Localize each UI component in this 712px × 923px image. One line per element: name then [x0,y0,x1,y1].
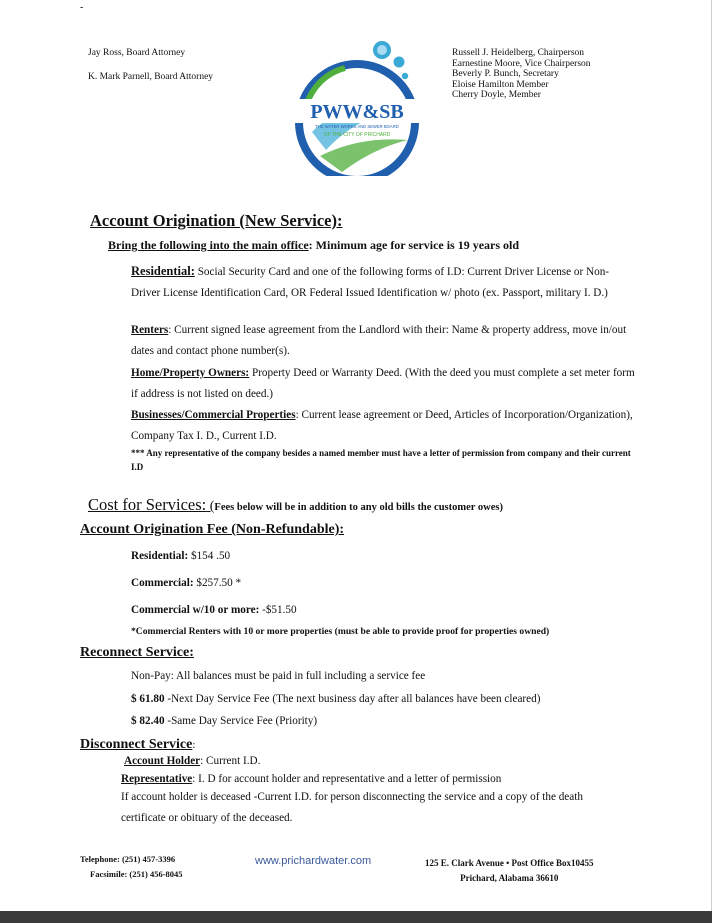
logo-line-2: OF THE CITY OF PRICHARD [323,132,391,138]
disconnect-representative [121,773,501,785]
attorney-1: Jay Ross, Board Attorney [88,48,186,58]
website-link[interactable]: www.prichardwater.com [255,855,372,867]
fee-commercial [131,577,241,589]
footer-address [425,856,593,886]
fee-residential [131,550,230,562]
bring-rest: : Minimum age for service is 19 years old [308,238,520,252]
bring-into-office [108,238,519,253]
owners-label: Home/Property Owners: [131,367,250,379]
residential-text: Social Security Card and one of the following forms of I.D: Current Driver License or Non-Driver License Identification Card, OR Federal Issued Identification w/ photo (ex. Passport, military I. D.) [131,266,610,299]
disconnect-holder [124,755,260,767]
cost-for-services [88,495,503,515]
cost-paren: ( [206,499,215,514]
holder-text: : Current I.D. [200,755,261,767]
same-day-text: -Same Day Service Fee (Priority) [164,715,318,727]
residential-requirements [131,261,636,304]
rep-text: : I. D for account holder and representative and a letter of permission [192,773,502,785]
disconnect-heading-text: Disconnect Service [80,737,193,752]
disconnect-heading [80,735,195,753]
next-day-amount: $ 61.80 [131,693,165,705]
fee-residential-value: $154 .50 [188,550,231,562]
renters-text: : Current signed lease agreement from the Landlord with their: Name & property address, move in/out dates and contact phone number(s). [131,324,627,357]
business-note: *** Any representative of the company besides a named member must have a letter of permission from company and their current I.D [131,448,631,472]
next-day-text: -Next Day Service Fee (The next business day after all balances have been cleared) [164,693,541,705]
footer-phone-fax [80,852,183,882]
fee-commercial-value: $257.50 * [193,577,242,589]
owners-text: Property Deed or Warranty Deed. (With the deed you must complete a set meter form if address is not listed on deed.) [131,367,635,400]
reconnect-next-day [131,693,540,705]
renters-label: Renters [131,324,169,336]
footer-telephone: Telephone: (251) 457-3396 [80,854,176,864]
attorney-2: K. Mark Parnell, Board Attorney [88,72,214,82]
cost-note: Fees below will be in addition to any old bills the customer owes) [214,502,503,513]
account-origination-heading: Account Origination (New Service): [90,211,343,230]
business-text: : Current lease agreement or Deed, Articles of Incorporation/Organization), Company Tax I. D., Current I.D. [131,409,633,442]
rep-label: Representative [121,773,193,785]
fee-commercial-10-value: -$51.50 [259,604,297,616]
board-member: Beverly P. Bunch, Secretary [452,69,559,79]
bring-underlined: Bring the following into the main office [108,238,309,252]
fee-residential-label: Residential: [131,550,189,562]
fee-footnote: *Commercial Renters with 10 or more properties (must be able to provide proof for properties owned) [131,626,550,637]
fee-commercial-label: Commercial: [131,577,194,589]
board-members [452,48,591,101]
footer-address-2: Prichard, Alabama 36610 [460,873,559,883]
disconnect-colon: : [192,739,196,751]
water-drops-logo-icon [290,40,424,176]
owners-requirements [131,363,636,405]
footer-address-1: 125 E. Clark Avenue • Post Office Box10455 [425,858,594,868]
board-member: Cherry Doyle, Member [452,90,541,100]
logo-title: PWW&SB [310,101,404,123]
origination-fee-heading: Account Origination Fee (Non-Refundable): [80,522,345,537]
page-mark: - [80,2,84,13]
board-member: Earnestine Moore, Vice Chairperson [452,58,591,69]
reconnect-heading: Reconnect Service: [80,645,194,660]
board-member: Russell J. Heidelberg, Chairperson [452,48,585,58]
fee-commercial-10 [131,604,297,616]
business-requirements [131,405,636,447]
disconnect-deceased: If account holder is deceased -Current I.D. for person disconnecting the service and a copy of the death certificate or obituary of the deceased. [121,791,583,824]
board-member: Eloise Hamilton Member [452,79,549,90]
reconnect-same-day [131,715,317,727]
cost-heading: Cost for Services: [88,495,207,514]
holder-label: Account Holder [124,755,201,767]
footer-facsimile: Facsimile: (251) 456-8045 [90,869,183,879]
business-label: Businesses/Commercial Properties [131,409,296,421]
viewer-bottom-bar [0,911,712,923]
pwwsb-logo [290,40,424,176]
renters-requirements [131,320,636,362]
logo-line-1: THE WATER WORKS AND SEWER BOARD [315,124,399,129]
reconnect-nonpay: Non-Pay: All balances must be paid in full including a service fee [131,670,426,682]
residential-label: Residential: [131,264,195,278]
same-day-amount: $ 82.40 [131,715,165,727]
fee-commercial-10-label: Commercial w/10 or more: [131,604,260,616]
